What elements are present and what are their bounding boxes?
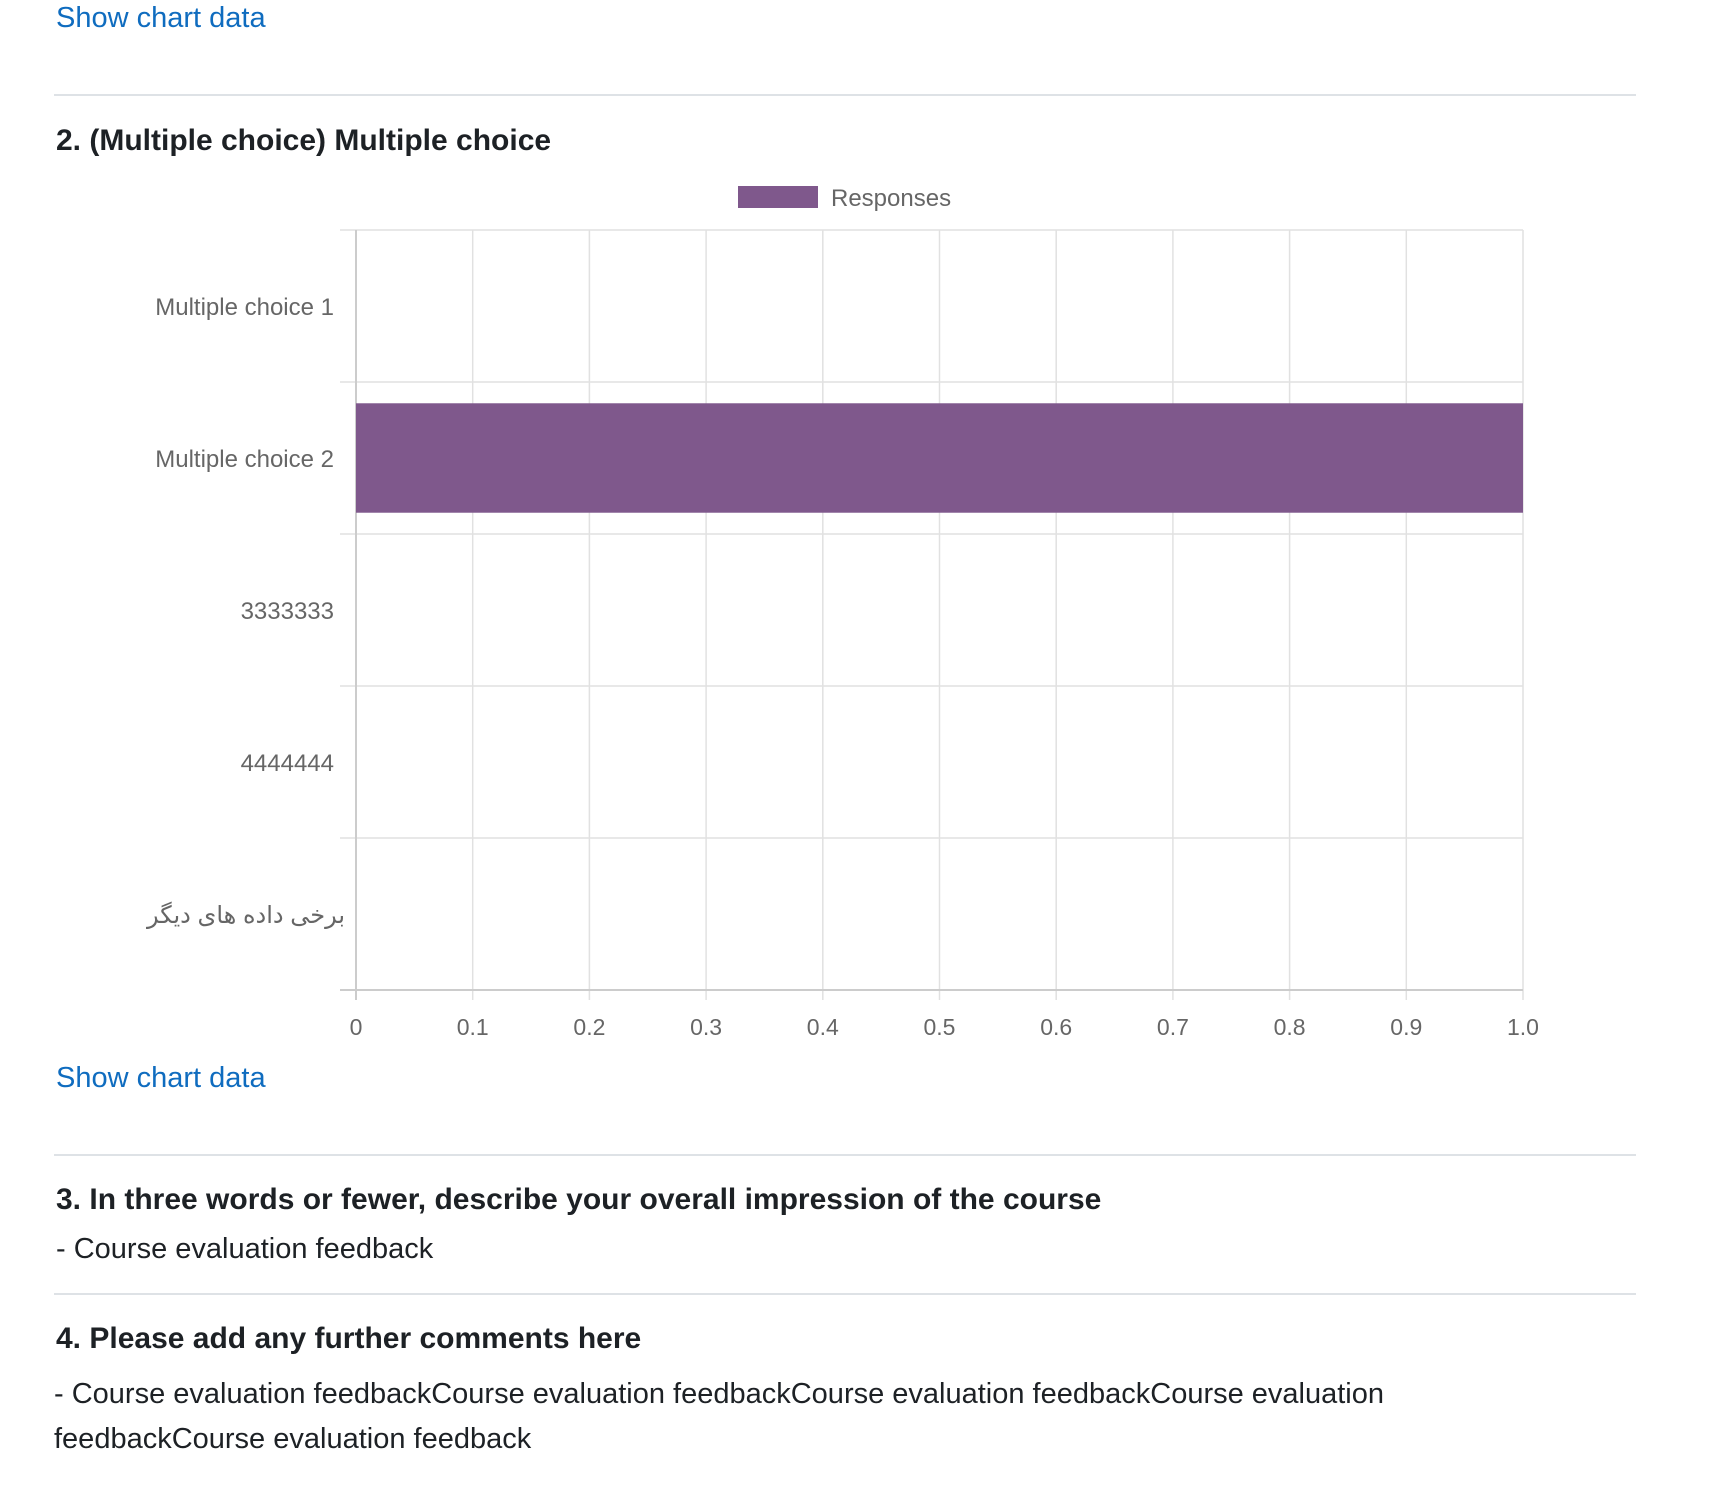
x-axis-tick-label: 1.0 [1507, 1014, 1539, 1040]
y-axis-label: 3333333 [240, 598, 334, 625]
y-axis-label: 4444444 [240, 750, 334, 777]
section-divider [54, 1293, 1636, 1295]
x-axis-tick-label: 0.7 [1156, 1014, 1189, 1040]
chart-x-axis-labels [350, 1014, 1539, 1040]
chart-grid [340, 230, 1523, 1000]
x-axis-tick-label: 0.1 [456, 1014, 489, 1040]
question-3-answer: - Course evaluation feedback [56, 1233, 434, 1265]
question-4-heading: 4. Please add any further comments here [56, 1322, 642, 1355]
question-4-answer: - Course evaluation feedbackCourse evaluation feedbackCourse evaluation feedbackCourse evaluation feedbackCourse evaluation feedback [54, 1378, 1385, 1455]
section-divider [54, 94, 1636, 96]
x-axis-tick-label: 0.2 [573, 1014, 606, 1040]
chart-bars [356, 403, 1523, 512]
legend-swatch-responses [738, 186, 818, 208]
x-axis-tick-label: 0.6 [1040, 1014, 1073, 1040]
legend-label-responses: Responses [831, 185, 952, 212]
show-chart-data-link[interactable]: Show chart data [56, 2, 266, 34]
chart-y-axis-labels [146, 294, 345, 929]
x-axis-tick-label: 0.4 [806, 1014, 839, 1040]
question-3-heading: 3. In three words or fewer, describe your overall impression of the course [56, 1183, 1102, 1216]
responses-bar-chart [0, 160, 1726, 1040]
question-2-heading: 2. (Multiple choice) Multiple choice [56, 124, 552, 157]
y-axis-label: برخی داده های دیگر [147, 902, 345, 929]
chart-legend [738, 185, 951, 212]
y-axis-label: Multiple choice 1 [155, 294, 334, 321]
x-axis-tick-label: 0.9 [1390, 1014, 1423, 1040]
x-axis-tick-label: 0.3 [690, 1014, 723, 1040]
show-chart-data-link-q2[interactable]: Show chart data [56, 1062, 266, 1094]
x-axis-tick-label: 0.8 [1273, 1014, 1306, 1040]
x-axis-tick-label: 0 [349, 1014, 363, 1040]
bar-2 [356, 403, 1523, 512]
y-axis-label: Multiple choice 2 [155, 446, 334, 473]
section-divider [54, 1154, 1636, 1156]
x-axis-tick-label: 0.5 [923, 1014, 956, 1040]
